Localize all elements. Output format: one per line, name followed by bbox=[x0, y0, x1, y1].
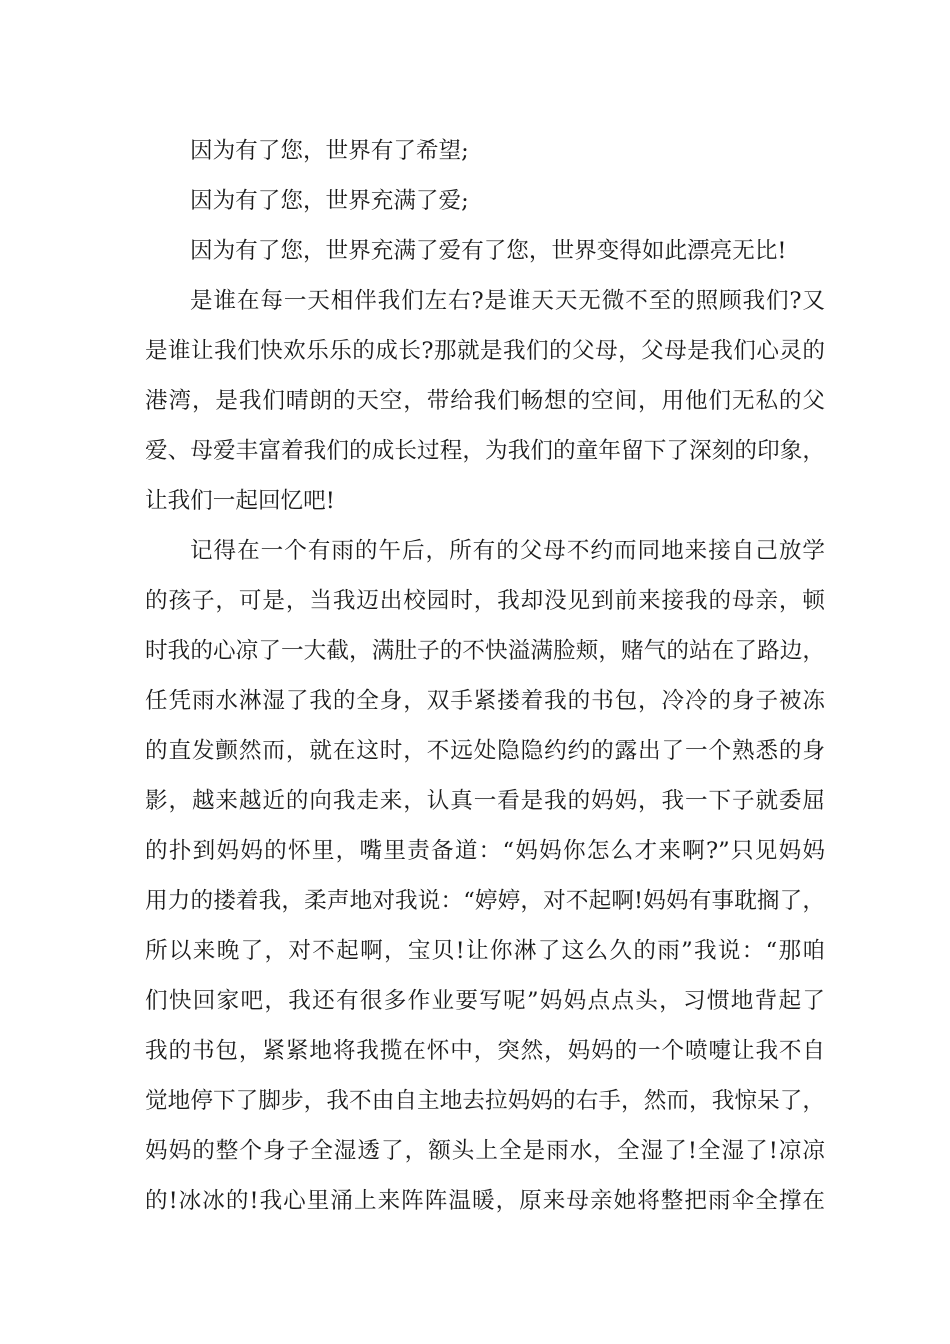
text-line: 爱、母爱丰富着我们的成长过程，为我们的童年留下了深刻的印象， bbox=[145, 438, 825, 464]
text-line: 是谁在每一天相伴我们左右?是谁天天无微不至的照顾我们?又 bbox=[190, 288, 825, 314]
text-line: 妈妈的整个身子全湿透了，额头上全是雨水，全湿了!全湿了!凉凉 bbox=[145, 1138, 825, 1164]
text-line: 的孩子，可是，当我迈出校园时，我却没见到前来接我的母亲，顿 bbox=[145, 588, 825, 614]
text-line: 因为有了您，世界充满了爱; bbox=[190, 188, 469, 214]
text-line: 港湾，是我们晴朗的天空，带给我们畅想的空间，用他们无私的父 bbox=[145, 388, 825, 414]
text-line: 所以来晚了，对不起啊，宝贝!让你淋了这么久的雨”我说：“那咱 bbox=[145, 938, 825, 964]
text-line: 们快回家吧，我还有很多作业要写呢”妈妈点点头，习惯地背起了 bbox=[145, 988, 825, 1014]
text-line: 因为有了您，世界充满了爱有了您，世界变得如此漂亮无比! bbox=[190, 238, 787, 264]
text-line: 时我的心凉了一大截，满肚子的不快溢满脸颊，赌气的站在了路边， bbox=[145, 638, 825, 664]
text-line: 是谁让我们快欢乐乐的成长?那就是我们的父母，父母是我们心灵的 bbox=[145, 338, 825, 364]
text-line: 的直发颤然而，就在这时，不远处隐隐约约的露出了一个熟悉的身 bbox=[145, 738, 825, 764]
text-line: 觉地停下了脚步，我不由自主地去拉妈妈的右手，然而，我惊呆了， bbox=[145, 1088, 825, 1114]
text-line: 我的书包，紧紧地将我揽在怀中，突然，妈妈的一个喷嚏让我不自 bbox=[145, 1038, 825, 1064]
text-line: 的!冰冰的!我心里涌上来阵阵温暖，原来母亲她将整把雨伞全撑在 bbox=[145, 1188, 825, 1214]
text-line: 让我们一起回忆吧! bbox=[145, 488, 335, 514]
text-line: 记得在一个有雨的午后，所有的父母不约而同地来接自己放学 bbox=[190, 538, 825, 564]
text-line: 的扑到妈妈的怀里，嘴里责备道：“妈妈你怎么才来啊?”只见妈妈 bbox=[145, 838, 825, 864]
text-line: 任凭雨水淋湿了我的全身，双手紧搂着我的书包，冷冷的身子被冻 bbox=[145, 688, 825, 714]
text-line: 因为有了您，世界有了希望; bbox=[190, 138, 469, 164]
text-line: 用力的搂着我，柔声地对我说：“婷婷，对不起啊!妈妈有事耽搁了， bbox=[145, 888, 825, 914]
text-line: 影，越来越近的向我走来，认真一看是我的妈妈，我一下子就委屈 bbox=[145, 788, 825, 814]
